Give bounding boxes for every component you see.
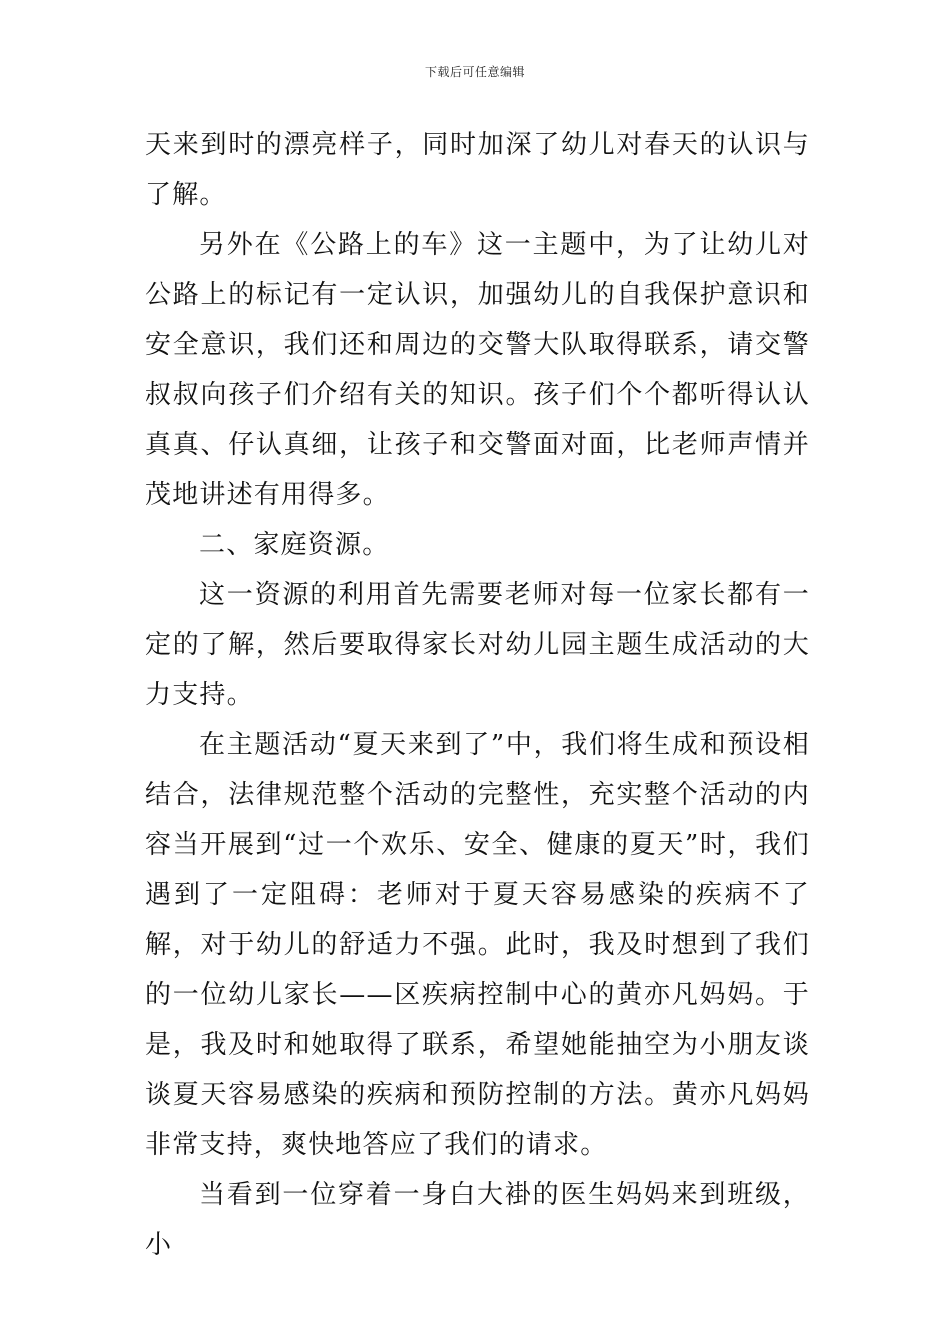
- paragraph-road-theme: 另外在《公路上的车》这一主题中，为了让幼儿对公路上的标记有一定认识，加强幼儿的自我保护意识和安全意识，我们还和周边的交警大队取得联系，请交警叔叔向孩子们介绍有关的知识。孩子们个个都听得认认真真、仔认真细，让孩子和交警面对面，比老师声情并茂地讲述有用得多。: [145, 230, 810, 510]
- paragraph-parent-understanding: 这一资源的利用首先需要老师对每一位家长都有一定的了解，然后要取得家长对幼儿园主题生成活动的大力支持。: [145, 580, 810, 710]
- paragraph-summer-theme: 在主题活动“夏天来到了”中，我们将生成和预设相结合，法律规范整个活动的完整性，充实整个活动的内容当开展到“过一个欢乐、安全、健康的夏天”时，我们遇到了一定阻碍：老师对于夏天容易感染的疾病不了解，对于幼儿的舒适力不强。此时，我及时想到了我们的一位幼儿家长——区疾病控制中心的黄亦凡妈妈。于是，我及时和她取得了联系，希望她能抽空为小朋友谈谈夏天容易感染的疾病和预防控制的方法。黄亦凡妈妈非常支持，爽快地答应了我们的请求。: [145, 730, 810, 1160]
- paragraph-doctor-mother: 当看到一位穿着一身白大褂的医生妈妈来到班级，小: [145, 1180, 810, 1260]
- page-header: 下载后可任意编辑: [424, 65, 525, 79]
- document-body: [145, 120, 810, 1270]
- paragraph-continuation: 天来到时的漂亮样子，同时加深了幼儿对春天的认识与了解。: [145, 130, 810, 210]
- section-heading-family-resources: 二、家庭资源。: [199, 530, 390, 560]
